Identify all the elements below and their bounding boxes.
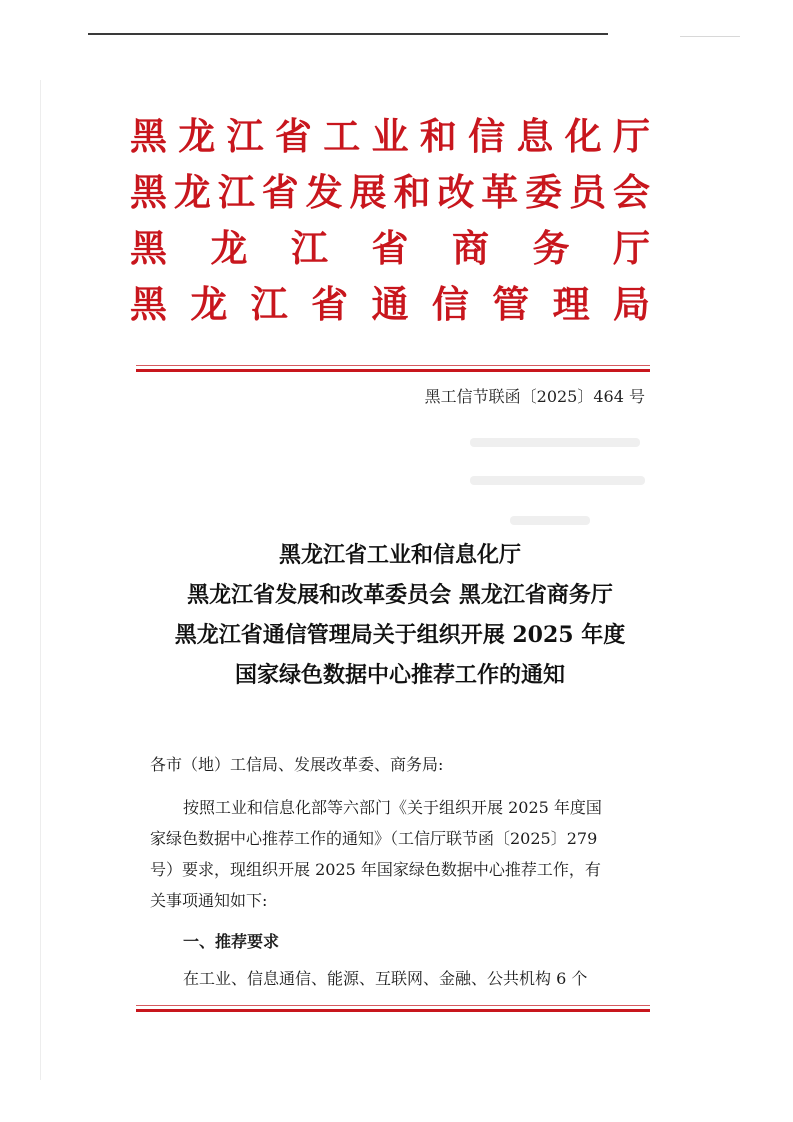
paragraph-line: 号）要求，现组织开展 2025 年国家绿色数据中心推荐工作，有	[150, 860, 601, 879]
reverse-side-bleed-through	[470, 430, 650, 540]
scan-edge-left	[40, 80, 41, 1080]
title-line: 黑龙江省发展和改革委员会 黑龙江省商务厅	[187, 582, 613, 608]
document-number: 黑工信节联函〔2025〕464 号	[424, 387, 645, 406]
paragraph-line: 按照工业和信息化部等六部门《关于组织开展 2025 年度国	[183, 798, 602, 817]
red-divider-thin-top	[136, 365, 650, 366]
red-divider-top	[136, 369, 650, 372]
issuer-name: 黑龙江省发展和改革委员会	[130, 170, 650, 214]
scan-edge-top-right	[680, 36, 740, 37]
body-paragraph	[150, 792, 650, 916]
title-line: 国家绿色数据中心推荐工作的通知	[234, 662, 565, 688]
issuer-name: 黑龙江省商务厅	[130, 226, 650, 270]
paragraph-line: 关事项通知如下:	[150, 891, 268, 910]
issuer-name: 黑龙江省工业和信息化厅	[130, 114, 650, 158]
paragraph-line: 家绿色数据中心推荐工作的通知》（工信厅联节函〔2025〕279	[150, 829, 598, 848]
issuing-organizations-header	[130, 108, 650, 332]
title-line: 黑龙江省工业和信息化厅	[278, 542, 521, 568]
red-divider-bottom	[136, 1009, 650, 1012]
recipients-line: 各市（地）工信局、发展改革委、商务局:	[150, 755, 444, 774]
section-heading: 一、推荐要求	[183, 932, 280, 951]
issuer-name: 黑龙江省通信管理局	[130, 282, 650, 326]
title-line: 黑龙江省通信管理局关于组织开展 2025 年度	[174, 622, 626, 648]
red-divider-thin-bottom	[136, 1005, 650, 1006]
body-paragraph-line: 在工业、信息通信、能源、互联网、金融、公共机构 6 个	[183, 969, 588, 988]
notice-title	[140, 535, 660, 695]
scan-edge-top	[88, 33, 608, 35]
